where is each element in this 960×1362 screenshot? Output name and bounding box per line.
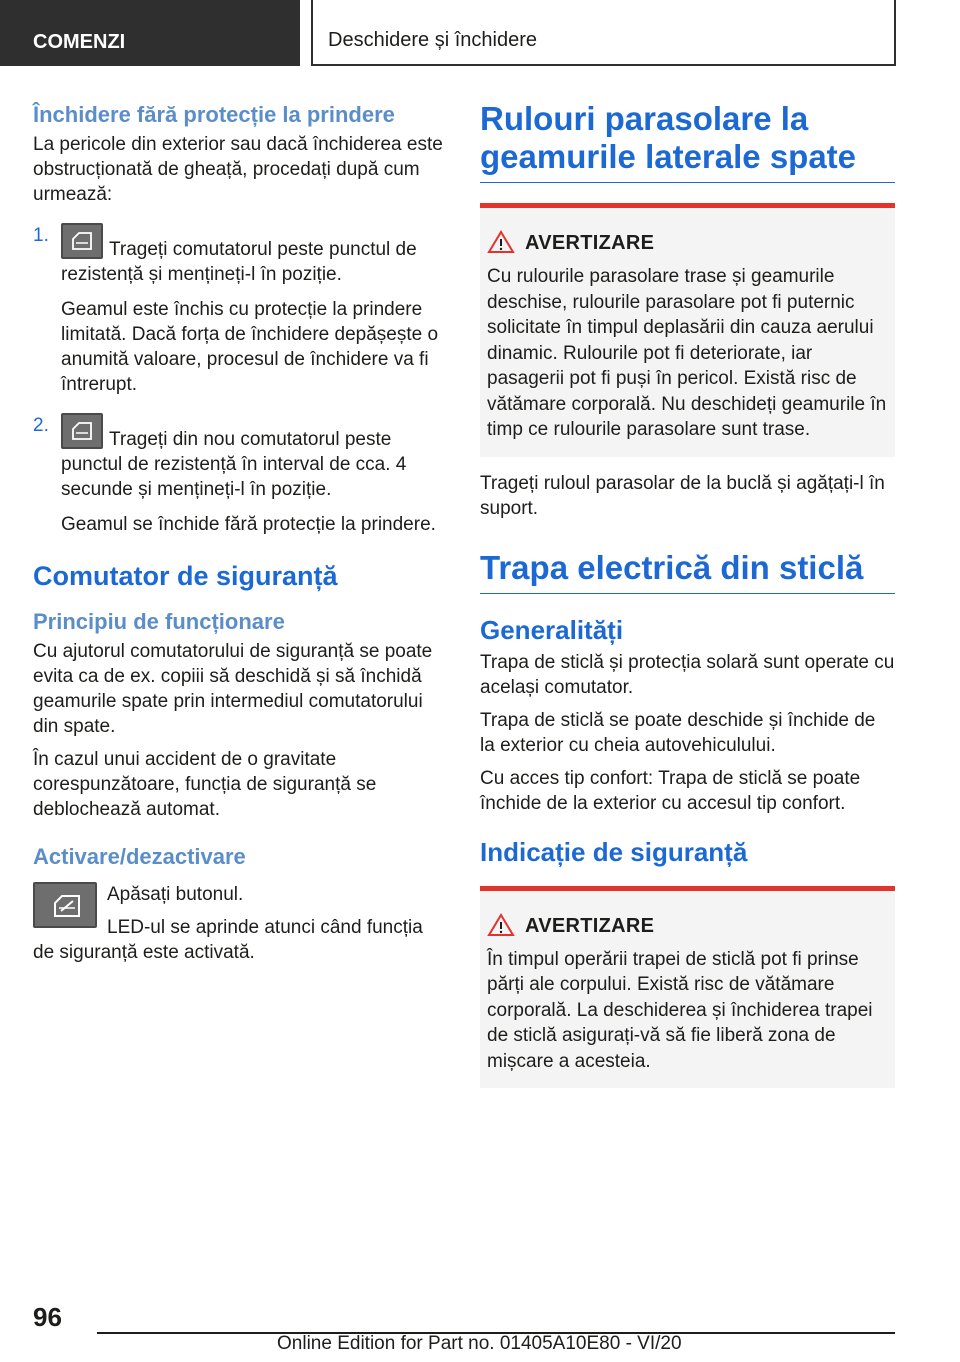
page-number: 96 [33,1302,62,1332]
footer-edition: Online Edition for Part no. 01405A10E80 - VI/20 [277,1333,682,1354]
warning-triangle-icon [487,230,515,254]
close-intro-paragraph: La pericole din exterior sau dacă închiderea este obstrucționată de gheață, procedați după cum urmează: [33,134,443,205]
step-text: Trageți din nou comutatorul peste punctul de rezistență în interval de cca. 4 secunde și mențineți-l în poziție. [61,429,407,500]
warning-text: În timpul operării trapei de sticlă pot fi prinse părți ale corpului. Există risc de vătămare corporală. La deschiderea și închiderea trapei de sticlă asigurați-vă să fie liberă zona de mișcare a acesteia. [487,948,873,1072]
warning-box-sunblinds [480,203,895,457]
child-lock-switch-icon [33,882,97,928]
warning-triangle-icon [487,913,515,937]
step-1-note: Geamul este închis cu protecție la prindere limitată. Dacă forța de închidere depășește o anumită valoare, procesul de închidere va fi întrerupt. [61,299,439,395]
warning-box-sunroof [480,886,895,1089]
heading-close-without-pinch-protection: Închidere fără protecție la prindere [33,102,395,127]
principle-paragraph-2: În cazul unui accident de o gravitate corespunzătoare, funcția de siguranță se deblochează automat. [33,749,377,820]
window-switch-icon [61,223,103,259]
heading-activate-deactivate: Activare/dezactivare [33,844,246,869]
step-2-note: Geamul se închide fără protecție la prindere. [61,514,436,535]
left-column [33,100,448,973]
step-1 [33,223,448,397]
warning-title: AVERTIZARE [525,913,887,939]
window-switch-icon [61,413,103,449]
heading-safety-switch: Comutator de siguranță [33,561,338,591]
step-1-instruction [61,223,448,287]
step-2 [33,413,448,537]
general-paragraph-3: Cu acces tip confort: Trapa de sticlă se poate închide de la exterior cu accesul tip confort. [480,767,861,814]
step-text: Trageți comutatorul peste punctul de rezistență și mențineți-l în poziție. [61,239,417,285]
step-number: 1. [33,225,49,246]
general-paragraph-2: Trapa de sticlă se poate deschide și închide de la exterior cu cheia autovehiculului. [480,709,876,756]
heading-electric-sunroof: Trapa electrică din sticlă [480,549,895,594]
step-number: 2. [33,415,49,436]
header-section-label: COMENZI [0,0,300,66]
activate-led-note: LED-ul se aprinde atunci când funcția de siguranță este activată. [33,917,423,963]
header-chapter-title: Deschidere și închidere [311,0,896,66]
sunblind-instruction: Trageți ruloul parasolar de la buclă și agățați-l în suport. [480,472,885,519]
step-2-instruction [61,413,448,502]
activate-instruction: Apăsați butonul. [107,884,244,905]
heading-operating-principle: Principiu de funcționare [33,609,285,634]
warning-text: Cu rulourile parasolare trase și geamurile deschise, rulourile parasolare pot fi puternic solicitate în timpul deplasării din cauza aerului dinamic. Rulourile pot fi deteriorate, iar pasagerii pot fi puși în pericol. Există risc de vătămare corporală. Nu deschideți geamurile în timp ce rulourile parasolare sunt trase. [487,266,887,440]
page-header [0,0,960,66]
right-column [480,100,895,1102]
principle-paragraph-1: Cu ajutorul comutatorului de siguranță se poate evita ca de ex. copiii să deschidă și să închidă geamurile spate prin intermediul comutatorului din spate. [33,641,433,737]
general-paragraph-1: Trapa de sticlă și protecția solară sunt operate cu același comutator. [480,651,895,698]
activate-block [33,882,448,965]
heading-general: Generalități [480,614,624,645]
heading-rear-sunblinds: Rulouri parasolare la geamurile laterale spate [480,100,895,183]
warning-title: AVERTIZARE [525,230,887,256]
heading-safety-note: Indicație de siguranță [480,836,748,867]
